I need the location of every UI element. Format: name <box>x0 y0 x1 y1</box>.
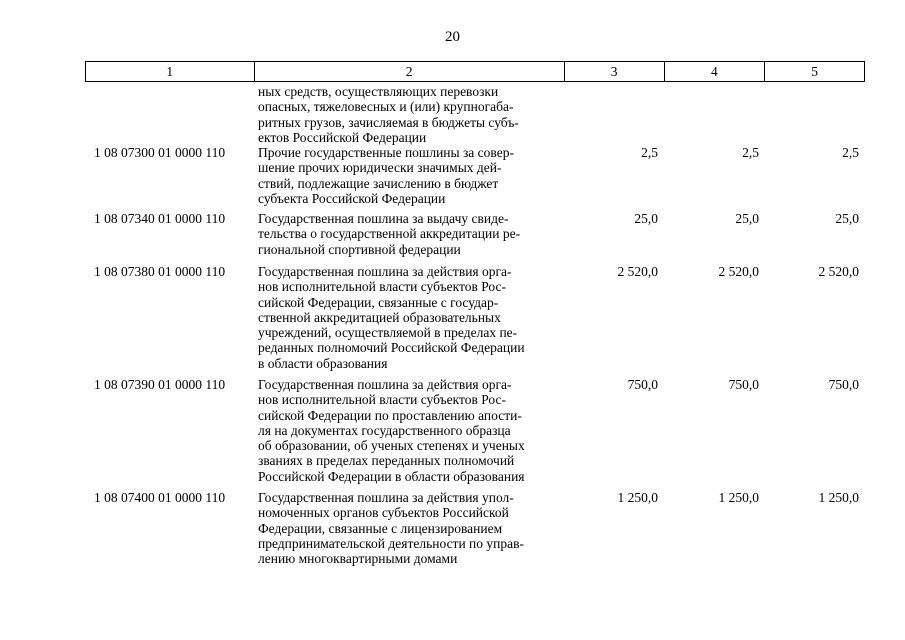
header-col-3: 3 <box>564 62 664 81</box>
desc-line: нов исполнительной власти субъектов Рос- <box>258 392 506 408</box>
row-code: 1 08 07390 01 0000 110 <box>94 377 226 392</box>
row-description <box>258 377 559 484</box>
desc-line: Государственная пошлина за выдачу свиде- <box>258 211 509 226</box>
desc-line: Российской Федерации в области образования <box>258 468 525 484</box>
value-col-5: 750,0 <box>828 377 859 392</box>
row-code: 1 08 07400 01 0000 110 <box>94 490 226 505</box>
table-body <box>85 84 865 570</box>
value-col-4: 750,0 <box>728 377 759 392</box>
desc-line: Государственная пошлина за действия упол- <box>258 490 514 505</box>
row-description <box>258 264 559 371</box>
desc-line: опасных, тяжеловесных и (или) крупногаба- <box>258 99 514 115</box>
row-code: 1 08 07380 01 0000 110 <box>94 264 226 279</box>
desc-line: ля на документах государственного образца <box>258 422 511 438</box>
page-number: 20 <box>445 29 460 45</box>
header-col-2: 2 <box>254 62 564 81</box>
row-description <box>258 145 559 206</box>
row-description <box>258 211 559 257</box>
header-col-1: 1 <box>166 64 174 79</box>
table-row <box>85 145 865 211</box>
desc-line: тельства о государственной аккредитации ре- <box>258 226 521 242</box>
desc-line: субъекта Российской Федерации <box>258 190 446 206</box>
value-col-5: 1 250,0 <box>818 490 859 505</box>
row-code: 1 08 07300 01 0000 110 <box>94 145 226 160</box>
table-row <box>85 377 865 490</box>
header-col-4: 4 <box>664 62 765 81</box>
desc-line: ритных грузов, зачисляемая в бюджеты субъ- <box>258 114 519 130</box>
value-col-3: 750,0 <box>627 377 658 392</box>
desc-line: предпринимательской деятельности по управ- <box>258 535 524 551</box>
desc-line: гиональной спортивной федерации <box>258 241 461 257</box>
desc-line: сийской Федерации, связанные с государ- <box>258 294 499 310</box>
desc-line: сийской Федерации по проставлению апости- <box>258 407 522 423</box>
value-col-4: 25,0 <box>735 211 759 226</box>
value-col-5: 2,5 <box>842 145 859 160</box>
desc-line: реданных полномочий Российской Федерации <box>258 340 525 356</box>
desc-line: званиях в пределах переданных полномочий <box>258 453 515 469</box>
desc-line: в области образования <box>258 355 388 371</box>
table-header <box>85 61 865 82</box>
value-col-5: 25,0 <box>835 211 859 226</box>
row-description <box>258 490 559 566</box>
row-description <box>258 84 559 145</box>
desc-line: ственной аккредитацией образовательных <box>258 309 501 325</box>
value-col-3: 2 520,0 <box>617 264 658 279</box>
value-col-3: 1 250,0 <box>617 490 658 505</box>
desc-line: об образовании, об ученых степенях и ученых <box>258 438 525 454</box>
desc-line: ствий, подлежащие зачислению в бюджет <box>258 175 499 191</box>
table-row <box>85 490 865 570</box>
desc-line: учреждений, осуществляемой в пределах пе- <box>258 325 518 341</box>
header-col-5: 5 <box>764 62 864 81</box>
desc-line: шение прочих юридически значимых дей- <box>258 160 502 176</box>
desc-line: Государственная пошлина за действия орга- <box>258 377 512 392</box>
desc-line: Государственная пошлина за действия орга- <box>258 264 512 279</box>
desc-line: номоченных органов субъектов Российской <box>258 505 509 521</box>
desc-line: нов исполнительной власти субъектов Рос- <box>258 279 506 295</box>
value-col-4: 1 250,0 <box>718 490 759 505</box>
desc-line: лению многоквартирными домами <box>258 551 458 567</box>
row-code: 1 08 07340 01 0000 110 <box>94 211 226 226</box>
value-col-5: 2 520,0 <box>818 264 859 279</box>
value-col-3: 25,0 <box>634 211 658 226</box>
desc-line: ектов Российской Федерации <box>258 129 427 145</box>
value-col-4: 2 520,0 <box>718 264 759 279</box>
desc-line: Федерации, связанные с лицензированием <box>258 520 503 536</box>
value-col-4: 2,5 <box>742 145 759 160</box>
value-col-3: 2,5 <box>641 145 658 160</box>
table-row <box>85 264 865 377</box>
desc-line: ных средств, осуществляющих перевозки <box>258 84 499 99</box>
table-row <box>85 211 865 264</box>
desc-line: Прочие государственные пошлины за совер- <box>258 145 514 160</box>
continuation-row <box>85 84 865 145</box>
